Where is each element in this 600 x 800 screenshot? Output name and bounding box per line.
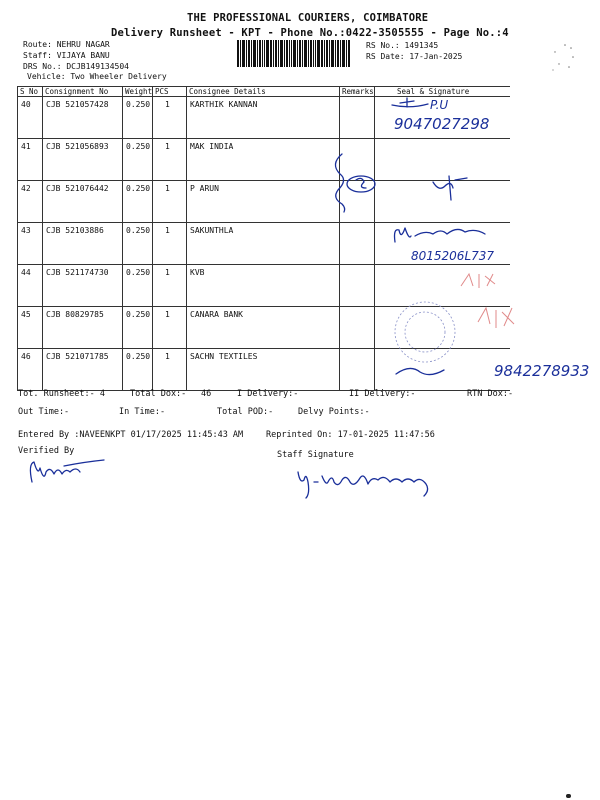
total-pod-label: Total POD:- [217, 407, 274, 417]
delvy-points-label: Delvy Points:- [298, 407, 370, 417]
cell-pcs: 1 [153, 307, 187, 349]
cell-weight: 0.250 [123, 223, 153, 265]
cell-pcs: 1 [153, 139, 187, 181]
cell-pcs: 1 [153, 265, 187, 307]
staff-label: Staff: VIJAYA BANU [23, 51, 110, 60]
runsheet-subtitle: Delivery Runsheet - KPT - Phone No.:0422-3505555 - Page No.:4 [111, 27, 509, 39]
cell-sno: 46 [18, 349, 43, 391]
cell-remarks [340, 97, 375, 139]
col-remarks: Remarks [340, 87, 375, 97]
cell-sno: 44 [18, 265, 43, 307]
route-label: Route: NEHRU NAGAR [23, 40, 110, 49]
cell-consignee: SACHN TEXTILES [187, 349, 340, 391]
drs-number: DRS No.: DCJB149134504 [23, 62, 129, 71]
staff-signature [290, 462, 450, 502]
company-title: THE PROFESSIONAL COURIERS, COIMBATORE [187, 12, 429, 24]
col-pcs: PCS [153, 87, 187, 97]
vehicle-label: Vehicle: Two Wheeler Delivery [27, 72, 167, 81]
signature-row40 [380, 95, 520, 135]
rs-date: RS Date: 17-Jan-2025 [366, 52, 463, 61]
ii-delivery-label: II Delivery:- [349, 389, 416, 399]
cell-consignee: KARTHIK KANNAN [187, 97, 340, 139]
phone-row46: 9842278933 [494, 362, 590, 380]
col-consignee: Consignee Details [187, 87, 340, 97]
cell-weight: 0.250 [123, 307, 153, 349]
rs-number: RS No.: 1491345 [366, 41, 439, 50]
cell-sno: 45 [18, 307, 43, 349]
cell-consignee: SAKUNTHLA [187, 223, 340, 265]
note-row43: 8015206L737 [411, 249, 495, 263]
reprinted-on: Reprinted On: 17-01-2025 11:47:56 [266, 430, 435, 440]
cell-consignment: CJB 80829785 [43, 307, 123, 349]
cell-weight: 0.250 [123, 181, 153, 223]
cell-sno: 43 [18, 223, 43, 265]
cell-sno: 40 [18, 97, 43, 139]
total-dox-value: 46 [201, 389, 212, 399]
cell-remarks [340, 265, 375, 307]
entered-by: Entered By :NAVEENKPT 01/17/2025 11:45:43 AM [18, 430, 244, 440]
scan-specks [545, 40, 585, 80]
cell-weight: 0.250 [123, 265, 153, 307]
cell-remarks [340, 349, 375, 391]
rtn-dox-label: RTN Dox:- [467, 389, 514, 399]
staff-signature-label: Staff Signature [277, 450, 354, 460]
cell-pcs: 1 [153, 181, 187, 223]
cell-consignment: CJB 521071785 [43, 349, 123, 391]
cell-weight: 0.250 [123, 139, 153, 181]
barcode-image [237, 40, 351, 67]
cell-consignment: CJB 521174730 [43, 265, 123, 307]
note-row40: P.U [430, 98, 449, 112]
mark-row42 [328, 150, 388, 215]
cell-weight: 0.250 [123, 97, 153, 139]
cell-weight: 0.250 [123, 349, 153, 391]
in-time-label: In Time:- [119, 407, 166, 417]
scan-speck [566, 794, 571, 798]
verified-signature [24, 452, 114, 492]
cell-consignment: CJB 521076442 [43, 181, 123, 223]
phone-row40: 9047027298 [394, 115, 490, 133]
cell-sno: 42 [18, 181, 43, 223]
cell-consignee: CANARA BANK [187, 307, 340, 349]
cell-pcs: 1 [153, 97, 187, 139]
cell-consignee: KVB [187, 265, 340, 307]
cell-consignee: MAK INDIA [187, 139, 340, 181]
total-dox-label: Total Dox:- [130, 389, 187, 399]
signature-row46 [390, 352, 590, 384]
tot-runsheet: Tot. Runsheet:- 4 [18, 389, 105, 399]
cell-pcs: 1 [153, 349, 187, 391]
cell-consignment: CJB 52103886 [43, 223, 123, 265]
cell-consignee: P ARUN [187, 181, 340, 223]
col-consignment: Consignment No [43, 87, 123, 97]
signature-row42 [425, 172, 475, 202]
cell-consignment: CJB 521057428 [43, 97, 123, 139]
cell-remarks [340, 307, 375, 349]
col-weight: Weight [123, 87, 153, 97]
i-delivery-label: I Delivery:- [237, 389, 299, 399]
cell-consignment: CJB 521056893 [43, 139, 123, 181]
cell-remarks [340, 223, 375, 265]
faint-mark-row44 [455, 268, 515, 293]
col-sno: S No [18, 87, 43, 97]
verified-by-label: Verified By [18, 446, 75, 456]
cell-sno: 41 [18, 139, 43, 181]
cell-pcs: 1 [153, 223, 187, 265]
col-seal-signature: Seal & Signature [375, 87, 510, 97]
signature-row43 [385, 220, 525, 265]
out-time-label: Out Time:- [18, 407, 70, 417]
